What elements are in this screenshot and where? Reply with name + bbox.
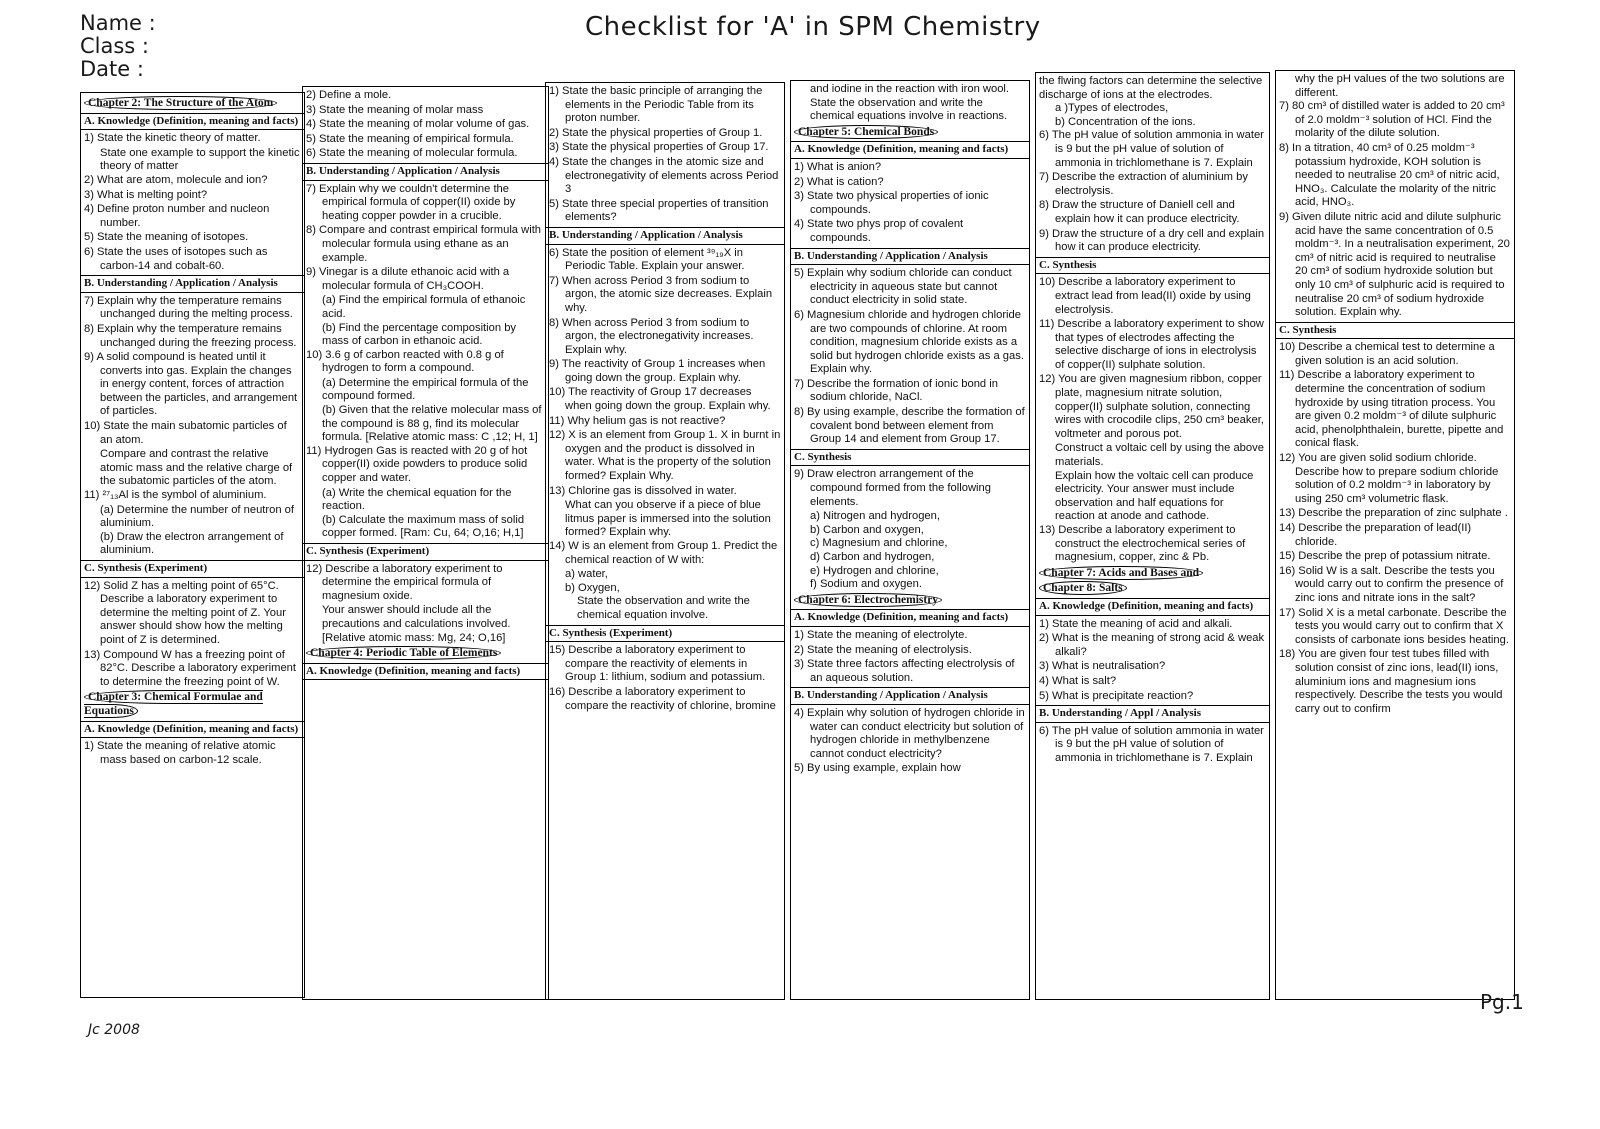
page-title: Checklist for 'A' in SPM Chemistry xyxy=(585,12,1041,42)
checklist-item: 5) State three special properties of transition elements? xyxy=(549,197,769,224)
checklist-item: 11) Describe a laboratory experiment to determine the concentration of sodium hydroxide by using titration process. You are given 0.2 moldm⁻³ of dilute sulphuric acid, phenolphthalein, burette, pipette and conical flask. xyxy=(1279,369,1504,450)
checklist-item: 4) State two phys prop of covalent compounds. xyxy=(794,218,964,244)
checklist-item: 2) What is the meaning of strong acid & weak alkali? xyxy=(1039,632,1265,658)
chapter-3-heading: Chapter 3: Chemical Formulae and Equations xyxy=(84,691,263,717)
author-mark: Jc 2008 xyxy=(88,1022,140,1038)
checklist-subitem: f) Sodium and oxygen. xyxy=(810,578,922,591)
checklist-subitem: Explain how the voltaic cell can produce electricity. Your answer must include observation and half equations for reaction at anode and cathode. xyxy=(1055,469,1254,523)
checklist-item: 13) Describe the preparation of zinc sulphate . xyxy=(1279,507,1508,520)
checklist-subitem: Construct a voltaic cell by using the above materials. xyxy=(1055,442,1264,469)
checklist-item: 10) Describe a laboratory experiment to extract lead from lead(II) oxide by using electrolysis. xyxy=(1039,276,1251,316)
checklist-item: 1) What is anion? xyxy=(794,160,882,173)
checklist-subitem: (b) Calculate the maximum mass of solid copper formed. [Ram: Cu, 64; O,16; H,1] xyxy=(322,513,525,540)
checklist-item: 3) What is melting point? xyxy=(84,188,208,201)
section-heading: A. Knowledge (Definition, meaning and facts) xyxy=(81,113,304,131)
checklist-item: 15) Describe a laboratory experiment to compare the reactivity of elements in Group 1: lithium, sodium and potassium. xyxy=(549,644,766,684)
checklist-item: 2) Define a mole. xyxy=(306,89,392,101)
checklist-subitem: (a) Determine the empirical formula of the compound formed. xyxy=(322,376,529,403)
checklist-item: 14) W is an element from Group 1. Predict the chemical reaction of W with: xyxy=(549,540,778,566)
checklist-item: 12) You are given magnesium ribbon, copper plate, magnesium nitrate solution, copper(II) sulphate solution, connecting wires with crocodile clips, 250 cm³ beaker, voltmeter and porous pot. xyxy=(1039,373,1264,440)
chapter-5-heading: Chapter 5: Chemical Bonds xyxy=(794,126,1026,140)
checklist-item: 6) The pH value of solution ammonia in water is 9 but the pH value of solution of ammonia in trichlomethane is 7. Explain xyxy=(1039,724,1264,764)
checklist-item: 9) Draw electron arrangement of the compound formed from the following elements. xyxy=(794,468,991,508)
section-heading: B. Understanding / Application / Analysis xyxy=(791,248,1029,266)
checklist-item: 12) Describe a laboratory experiment to determine the empirical formula of magnesium oxide. xyxy=(306,562,503,602)
checklist-subitem: (b) Given that the relative molecular mass of the compound is 88 g, find its molecular formula. [Relative atomic mass: C ,12; H, 1] xyxy=(322,404,542,444)
checklist-item: 3) State two physical properties of ionic compounds. xyxy=(794,190,989,216)
checklist-item: 12) Solid Z has a melting point of 65°C. Describe a laboratory experiment to determine the melting point of Z. Your answer should show how the melting point of Z is determined. xyxy=(84,579,286,646)
checklist-item: 3) State the physical properties of Group 17. xyxy=(549,141,769,154)
checklist-item: 8) In a titration, 40 cm³ of 0.25 moldm⁻³ potassium hydroxide, KOH solution is needed to neutralise 20 cm³ of nitric acid, HNO₃. Calculate the molarity of the nitric acid, HNO₃. xyxy=(1279,141,1500,209)
column-3 xyxy=(545,82,785,1000)
section-heading: C. Synthesis (Experiment) xyxy=(546,625,784,643)
checklist-item: 4) Explain why solution of hydrogen chloride in water can conduct electricity but solution of hydrogen chloride in methylbenzene cannot conduct electricity? xyxy=(794,706,1025,760)
checklist-item: 9) Vinegar is a dilute ethanoic acid with a molecular formula of CH₃COOH. xyxy=(306,266,510,292)
checklist-subitem: (b) Draw the electron arrangement of aluminium. xyxy=(100,530,284,557)
checklist-item: 7) When across Period 3 from sodium to argon, the atomic size decreases. Explain why. xyxy=(549,274,773,314)
section-heading: B. Understanding / Application / Analysis xyxy=(546,227,784,245)
column-1 xyxy=(80,92,305,998)
checklist-item: 18) You are given four test tubes filled with solution consist of zinc ions, lead(II) ions, aluminium ions and magnesium ions respectively. Describe the tests you would carry out to confirm xyxy=(1279,648,1503,715)
checklist-item: 6) State the uses of isotopes such as carbon-14 and cobalt-60. xyxy=(84,245,268,272)
checklist-subitem: e) Hydrogen and chlorine, xyxy=(810,564,939,577)
checklist-subitem: b) Oxygen, xyxy=(565,581,620,594)
checklist-subitem: d) Carbon and hydrogen, xyxy=(810,551,935,563)
checklist-item: 16) Solid W is a salt. Describe the tests you would carry out to confirm the presence of zinc ions and nitrate ions in the salt? xyxy=(1279,564,1504,604)
checklist-subitem: State one example to support the kinetic theory of matter xyxy=(100,146,300,173)
checklist-item: 4) What is salt? xyxy=(1039,674,1117,687)
section-heading: A. Knowledge (Definition, meaning and facts) xyxy=(791,609,1029,627)
section-heading: B. Understanding / Application / Analysis xyxy=(791,687,1029,705)
chapter-7-heading: Chapter 7: Acids and Bases and xyxy=(1039,567,1266,581)
checklist-item: 3) State the meaning of molar mass xyxy=(306,103,484,116)
checklist-item: 7) Explain why the temperature remains unchanged during the melting process. xyxy=(84,294,293,321)
checklist-item: 8) Compare and contrast empirical formula with molecular formula using ethane as an example. xyxy=(306,224,542,264)
section-heading: A. Knowledge (Definition, meaning and facts) xyxy=(791,141,1029,159)
checklist-item: 9) The reactivity of Group 1 increases when going down the group. Explain why. xyxy=(549,358,766,384)
column-6 xyxy=(1275,70,1515,1000)
checklist-item: 13) Chlorine gas is dissolved in water. xyxy=(549,484,737,497)
checklist-item: 7) 80 cm³ of distilled water is added to 20 cm³ of 2.0 moldm⁻³ solution of HCl. Find the molarity of the dilute solution. xyxy=(1279,100,1505,140)
checklist-item: 11) Hydrogen Gas is reacted with 20 g of hot copper(II) oxide powders to produce solid copper and water. xyxy=(306,444,528,485)
checklist-item: 6) State the position of element ³⁹₁₉X in Periodic Table. Explain your answer. xyxy=(549,246,745,273)
section-heading: B. Understanding / Application / Analysis xyxy=(303,163,548,181)
column-5 xyxy=(1035,72,1270,1000)
page-number: Pg.1 xyxy=(1480,990,1524,1014)
checklist-item: 6) State the meaning of molecular formula. xyxy=(306,147,518,160)
checklist-subitem: b) Carbon and oxygen, xyxy=(810,523,924,536)
column-2 xyxy=(302,86,549,1000)
section-heading: C. Synthesis xyxy=(791,449,1029,467)
checklist-item: 8) By using example, describe the formation of covalent bond between element from Group 14 and element from Group 17. xyxy=(794,406,1025,446)
checklist-item: 11) Describe a laboratory experiment to show that types of electrodes affecting the selective discharge of ions in electrolysis of copper(II) sulphate solution. xyxy=(1039,318,1264,371)
checklist-item: 1) State the meaning of relative atomic mass based on carbon-12 scale. xyxy=(84,740,276,766)
checklist-item: 3) What is neutralisation? xyxy=(1039,660,1166,673)
checklist-item: 11) ²⁷₁₃Al is the symbol of aluminium. xyxy=(84,489,267,502)
section-heading: A. Knowledge (Definition, meaning and facts) xyxy=(1036,598,1269,616)
checklist-item: 7) Explain why we couldn't determine the empirical formula of copper(II) oxide by heating copper powder in a crucible. xyxy=(306,182,516,222)
checklist-subitem: a) Nitrogen and hydrogen, xyxy=(810,510,940,523)
checklist-item: 5) State the meaning of isotopes. xyxy=(84,231,249,244)
section-heading: B. Understanding / Appl / Analysis xyxy=(1036,705,1269,723)
checklist-item: 11) Why helium gas is not reactive? xyxy=(549,414,726,427)
checklist-item: 9) Draw the structure of a dry cell and explain how it can produce electricity. xyxy=(1039,227,1265,254)
checklist-item: 16) Describe a laboratory experiment to compare the reactivity of chlorine, bromine xyxy=(549,685,776,712)
section-heading: C. Synthesis xyxy=(1036,257,1269,275)
continued-text: and iodine in the reaction with iron wool. State the observation and write the chemical equations involve in reactions. xyxy=(810,83,1010,123)
section-heading: C. Synthesis (Experiment) xyxy=(81,560,304,578)
chapter-4-heading: Chapter 4: Periodic Table of Elements xyxy=(306,647,545,661)
student-info-block xyxy=(80,12,156,81)
checklist-item: 10) 3.6 g of carbon reacted with 0.8 g of hydrogen to form a compound. xyxy=(306,348,504,375)
checklist-item: 8) When across Period 3 from sodium to argon, the electronegativity increases. Explain why. xyxy=(549,316,754,356)
checklist-subitem: Compare and contrast the relative atomic mass and the relative charge of the subatomic particles of the atom. xyxy=(100,448,293,488)
checklist-item: 13) Describe a laboratory experiment to construct the electrochemical series of magnesium, copper, zinc & Pb. xyxy=(1039,524,1246,564)
checklist-item: 8) Explain why the temperature remains unchanged during the freezing process. xyxy=(84,322,297,349)
checklist-item: 14) Describe the preparation of lead(II) chloride. xyxy=(1279,522,1472,548)
checklist-item: 13) Compound W has a freezing point of 82°C. Describe a laboratory experiment to determine the freezing point of W. xyxy=(84,648,296,688)
checklist-subitem: c) Magnesium and chlorine, xyxy=(810,537,948,550)
checklist-item: 1) State the kinetic theory of matter. xyxy=(84,132,261,145)
checklist-item: 2) What is cation? xyxy=(794,175,884,188)
checklist-item: 6) The pH value of solution ammonia in water is 9 but the pH value of solution of ammonia in trichlomethane is 7. Explain xyxy=(1039,129,1264,169)
date-label: Date : xyxy=(80,57,144,81)
section-heading: C. Synthesis xyxy=(1276,322,1514,340)
chapter-6-heading: Chapter 6: Electrochemistry xyxy=(794,594,1026,608)
checklist-item: 10) State the main subatomic particles of an atom. xyxy=(84,420,287,446)
checklist-item: 7) Describe the formation of ionic bond in sodium chloride, NaCl. xyxy=(794,377,998,404)
chapter-8-heading: Chapter 8: Salts xyxy=(1039,582,1266,596)
checklist-item: 2) State the physical properties of Group 1. xyxy=(549,126,763,139)
checklist-subitem: State the observation and write the chemical equation involve. xyxy=(577,595,750,621)
checklist-item: 2) State the meaning of electrolysis. xyxy=(794,643,972,656)
section-heading: A. Knowledge (Definition, meaning and facts) xyxy=(303,663,548,681)
checklist-item: 6) Magnesium chloride and hydrogen chloride are two compounds of chlorine. At room condition, magnesium chloride exists as a solid but hydrogen chloride exists as a gas. Explain why. xyxy=(794,308,1024,376)
checklist-item: 8) Draw the structure of Daniell cell and explain how it can produce electricity. xyxy=(1039,199,1240,225)
checklist-item: 10) Describe a chemical test to determine a given solution is an acid solution. xyxy=(1279,341,1495,367)
checklist-subitem: (a) Determine the number of neutron of aluminium. xyxy=(100,503,295,530)
checklist-item: 1) State the meaning of electrolyte. xyxy=(794,628,968,641)
section-heading: C. Synthesis (Experiment) xyxy=(303,543,548,561)
checklist-item: 9) Given dilute nitric acid and dilute sulphuric acid have the same concentration of 0.5 moldm⁻³. In a neutralisation experiment, 20 cm³ of nitric acid is required to neutralise 20 cm³ of sodium hydroxide solution but only 10 cm³ of sulphuric acid is required to neutralise 20 cm³ of sodium hydroxide solution. Explain why. xyxy=(1279,210,1510,319)
checklist-subitem: (a) Write the chemical equation for the reaction. xyxy=(322,486,512,513)
checklist-item: 7) Describe the extraction of aluminium by electrolysis. xyxy=(1039,171,1248,197)
checklist-item: 1) State the meaning of acid and alkali. xyxy=(1039,617,1233,630)
continued-text: the flwing factors can determine the selective discharge of ions at the electrodes. xyxy=(1039,75,1263,101)
checklist-item: 2) What are atom, molecule and ion? xyxy=(84,173,268,186)
checklist-subitem: b) Concentration of the ions. xyxy=(1055,115,1196,128)
checklist-item: 5) State the meaning of empirical formula. xyxy=(306,132,514,145)
checklist-subitem: a )Types of electrodes, xyxy=(1055,102,1169,115)
checklist-item: 3) State three factors affecting electrolysis of an aqueous solution. xyxy=(794,658,1015,684)
checklist-item: 12) You are given solid sodium chloride. Describe how to prepare sodium chloride solution of 0.2 moldm⁻³ in laboratory by using 250 cm³ volumetric flask. xyxy=(1279,452,1499,505)
checklist-item: 4) State the meaning of molar volume of gas. xyxy=(306,118,530,131)
checklist-item: 17) Solid X is a metal carbonate. Describe the tests you would carry out to confirm that X consists of carbonate ions besides heating. xyxy=(1279,606,1509,646)
class-label: Class : xyxy=(80,34,149,58)
checklist-subitem: a) water, xyxy=(565,568,608,581)
checklist-item: 5) Explain why sodium chloride can conduct electricity in aqueous state but cannot conduct electricity in solid state. xyxy=(794,267,1012,307)
checklist-item: 4) Define proton number and nucleon number. xyxy=(84,203,270,229)
chapter-2-heading: Chapter 2: The Structure of the Atom xyxy=(84,97,301,111)
checklist-subitem: [Relative atomic mass: Mg, 24; O,16] xyxy=(322,631,506,644)
checklist-item: 5) What is precipitate reaction? xyxy=(1039,689,1194,702)
name-label: Name : xyxy=(80,11,156,35)
checklist-subitem: (b) Find the percentage composition by mass of carbon in ethanoic acid. xyxy=(322,321,517,348)
checklist-item: 15) Describe the prep of potassium nitrate. xyxy=(1279,550,1491,563)
checklist-item: 9) A solid compound is heated until it converts into gas. Explain the changes in energy content, forces of attraction between the particles, and arrangement of particles. xyxy=(84,351,298,418)
section-heading: A. Knowledge (Definition, meaning and facts) xyxy=(81,721,304,739)
checklist-item: 10) The reactivity of Group 17 decreases when going down the group. Explain why. xyxy=(549,386,771,413)
checklist-subitem: What can you observe if a piece of blue litmus paper is immersed into the solution formed? Explain why. xyxy=(565,499,771,539)
column-4 xyxy=(790,80,1030,1000)
checklist-item: 12) X is an element from Group 1. X in burnt in oxygen and the product is dissolved in water. What is the property of the solution formed? Explain Why. xyxy=(549,429,781,483)
checklist-subitem: Your answer should include all the precautions and calculations involved. xyxy=(322,604,511,630)
checklist-item: 1) State the basic principle of arranging the elements in the Periodic Table from its proton number. xyxy=(549,85,763,125)
checklist-item: 4) State the changes in the atomic size and electronegativity of elements across Period 3 xyxy=(549,155,779,196)
continued-text: why the pH values of the two solutions are different. xyxy=(1295,73,1505,99)
checklist-item: 5) By using example, explain how xyxy=(794,762,961,775)
section-heading: B. Understanding / Application / Analysis xyxy=(81,275,304,293)
checklist-subitem: (a) Find the empirical formula of ethanoic acid. xyxy=(322,294,526,320)
